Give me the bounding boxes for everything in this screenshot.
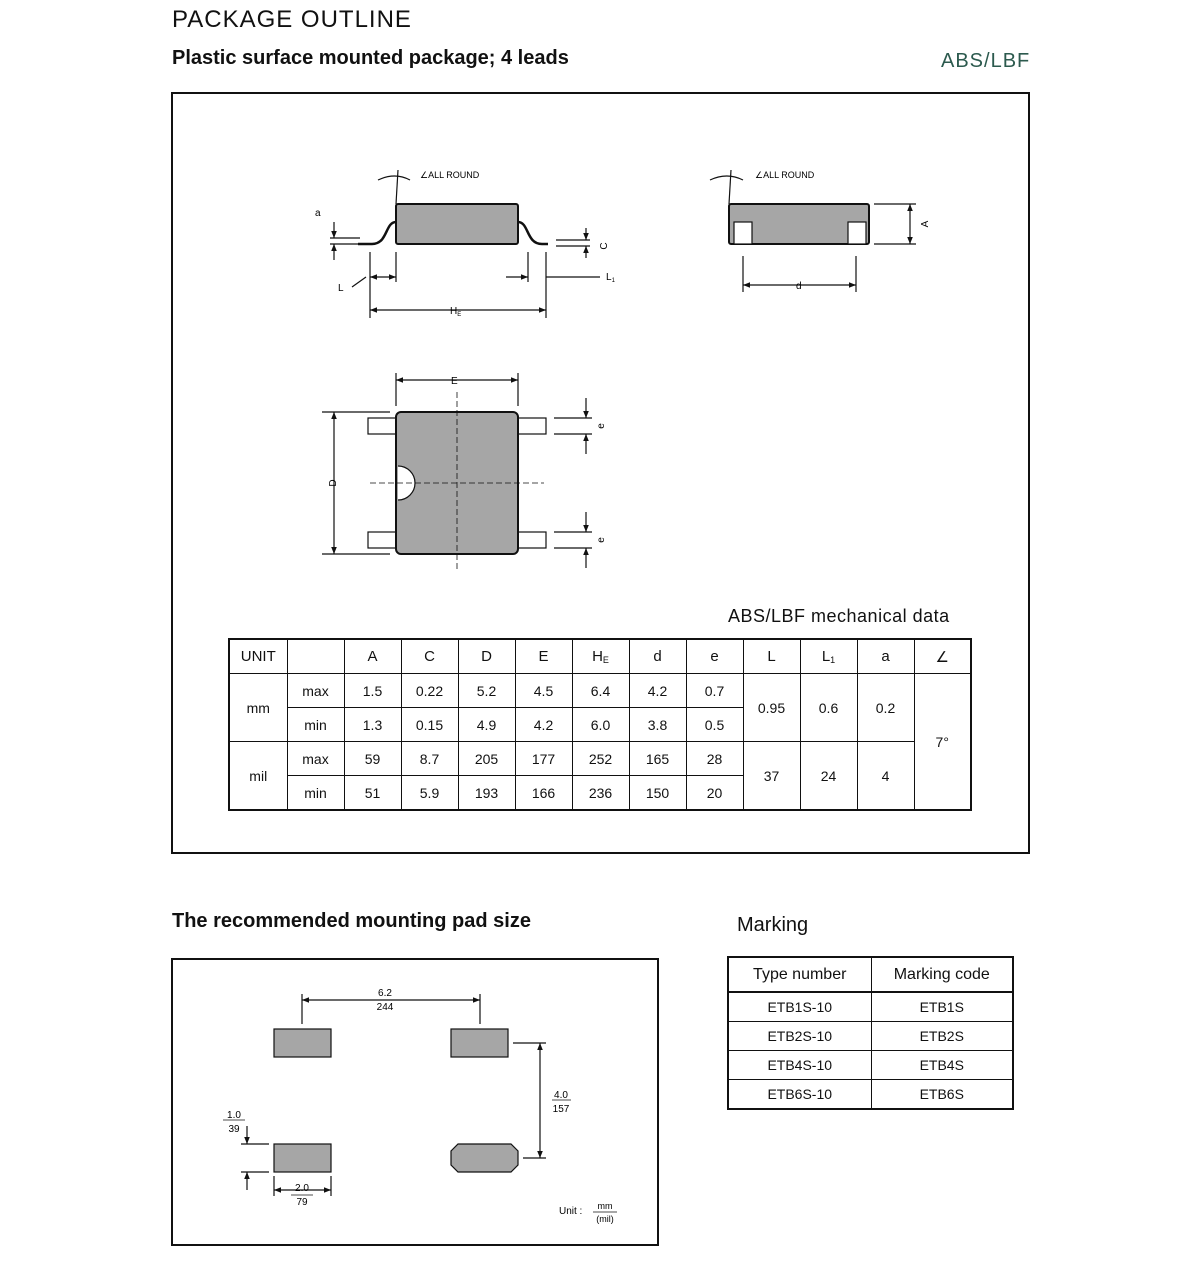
table-cell: 4.2: [629, 674, 686, 708]
dim-a-height-label: A: [920, 220, 931, 228]
marking-title: Marking: [737, 914, 809, 936]
table-cell: 252: [572, 742, 629, 776]
header-d: D: [458, 639, 515, 674]
table-row: [728, 1051, 1013, 1080]
dim-d-width-label: d: [796, 281, 802, 292]
dim-d-height-label: D: [328, 479, 339, 487]
header-d-lower: d: [629, 639, 686, 674]
header-blank: [287, 639, 344, 674]
header-a: A: [344, 639, 401, 674]
table-cell: 28: [686, 742, 743, 776]
table-cell: 4.2: [515, 708, 572, 742]
end-view-drawing: [710, 170, 916, 292]
table-cell: 6.0: [572, 708, 629, 742]
unit-mm: mm: [229, 674, 287, 742]
header-angle: ∠: [914, 639, 971, 674]
table-row: [728, 1080, 1013, 1110]
table-cell: 0.22: [401, 674, 458, 708]
table-cell: 20: [686, 776, 743, 811]
row-label-max: max: [287, 674, 344, 708]
table-row: [728, 1022, 1013, 1051]
pad-h-mil: 39: [228, 1124, 240, 1135]
header-unit: UNIT: [229, 639, 287, 674]
header-marking-code: Marking code: [871, 957, 1013, 992]
marking-code-cell: ETB2S: [871, 1022, 1013, 1051]
mechanical-data-title: ABS/LBF mechanical data: [728, 606, 950, 626]
pad-w-mm: 2.0: [295, 1183, 309, 1194]
marking-header-row: [728, 957, 1013, 992]
marking-code-cell: ETB1S: [871, 992, 1013, 1022]
unit-mm-label: mm: [597, 1201, 613, 1211]
dim-l1-label: $L_1$: [606, 272, 615, 284]
pad-bottom-right: [451, 1144, 518, 1172]
table-cell: 1.3: [344, 708, 401, 742]
table-cell: 0.15: [401, 708, 458, 742]
table-cell: 4.9: [458, 708, 515, 742]
table-header-row: [229, 639, 971, 674]
type-number-cell: ETB1S-10: [728, 992, 871, 1022]
end-all-round-label: ∠ALL ROUND: [755, 170, 815, 180]
unit-mil: mil: [229, 742, 287, 811]
header-a-lower: a: [857, 639, 914, 674]
header-e: E: [515, 639, 572, 674]
mechanical-data-table: [228, 638, 972, 811]
table-cell: 205: [458, 742, 515, 776]
pad-w-mil: 79: [296, 1197, 308, 1208]
unit-label: Unit :: [559, 1206, 583, 1217]
table-cell: 5.2: [458, 674, 515, 708]
table-cell: 5.9: [401, 776, 458, 811]
pad-width-mil: 244: [376, 1002, 394, 1013]
table-cell: 0.95: [743, 674, 800, 742]
top-view-drawing: [322, 373, 592, 572]
table-cell: 4.5: [515, 674, 572, 708]
dim-e-pitch-bottom-label: e: [596, 537, 607, 543]
table-cell: 51: [344, 776, 401, 811]
header-e-lower: e: [686, 639, 743, 674]
table-cell: 166: [515, 776, 572, 811]
side-view-drawing: [330, 170, 600, 318]
side-all-round-label: ∠ALL ROUND: [420, 170, 480, 180]
table-cell: 177: [515, 742, 572, 776]
marking-code-cell: ETB4S: [871, 1051, 1013, 1080]
angle-cell: 7°: [914, 674, 971, 811]
table-cell: 4: [857, 742, 914, 811]
dim-a-label: a: [315, 208, 321, 219]
pad-height-mil: 157: [552, 1104, 570, 1115]
pad-top-left: [274, 1029, 331, 1057]
table-cell: 1.5: [344, 674, 401, 708]
pad-h-mm: 1.0: [227, 1110, 241, 1121]
marking-table: [727, 956, 1014, 1110]
page-subtitle: Plastic surface mounted package; 4 leads: [172, 47, 569, 69]
type-number-cell: ETB2S-10: [728, 1022, 871, 1051]
table-cell: 24: [800, 742, 857, 811]
row-label-min: min: [287, 776, 344, 811]
row-label-max: max: [287, 742, 344, 776]
dim-e-pitch-top-label: e: [596, 423, 607, 429]
marking-code-cell: ETB6S: [871, 1080, 1013, 1110]
table-row: [728, 992, 1013, 1022]
pad-width-mm: 6.2: [378, 988, 392, 999]
header-l1: $L_1$: [800, 639, 857, 674]
row-label-min: min: [287, 708, 344, 742]
table-cell: 6.4: [572, 674, 629, 708]
mounting-pad-title: The recommended mounting pad size: [172, 910, 531, 932]
table-row: [229, 674, 971, 708]
pad-top-right: [451, 1029, 508, 1057]
header-he: $H_E$: [572, 639, 629, 674]
table-cell: 150: [629, 776, 686, 811]
table-cell: 165: [629, 742, 686, 776]
table-cell: 59: [344, 742, 401, 776]
dim-l-label: L: [338, 283, 344, 294]
table-cell: 0.7: [686, 674, 743, 708]
header-c: C: [401, 639, 458, 674]
table-cell: 0.2: [857, 674, 914, 742]
pad-bottom-left: [274, 1144, 331, 1172]
table-cell: 3.8: [629, 708, 686, 742]
type-number-cell: ETB6S-10: [728, 1080, 871, 1110]
table-cell: 8.7: [401, 742, 458, 776]
table-row: [229, 742, 971, 776]
mounting-pad-drawing: [171, 958, 659, 1246]
header-l: L: [743, 639, 800, 674]
dim-e-width-label: E: [451, 376, 458, 387]
table-cell: 0.6: [800, 674, 857, 742]
table-cell: 236: [572, 776, 629, 811]
header-type-number: Type number: [728, 957, 871, 992]
table-cell: 37: [743, 742, 800, 811]
package-code: ABS/LBF: [941, 50, 1031, 72]
table-cell: 0.5: [686, 708, 743, 742]
type-number-cell: ETB4S-10: [728, 1051, 871, 1080]
unit-mil-label: (mil): [596, 1214, 614, 1224]
dim-c-label: C: [599, 242, 610, 250]
pad-height-mm: 4.0: [554, 1090, 568, 1101]
table-cell: 193: [458, 776, 515, 811]
dim-he-label: $H_E$: [450, 306, 462, 318]
page-title: PACKAGE OUTLINE: [172, 6, 412, 33]
